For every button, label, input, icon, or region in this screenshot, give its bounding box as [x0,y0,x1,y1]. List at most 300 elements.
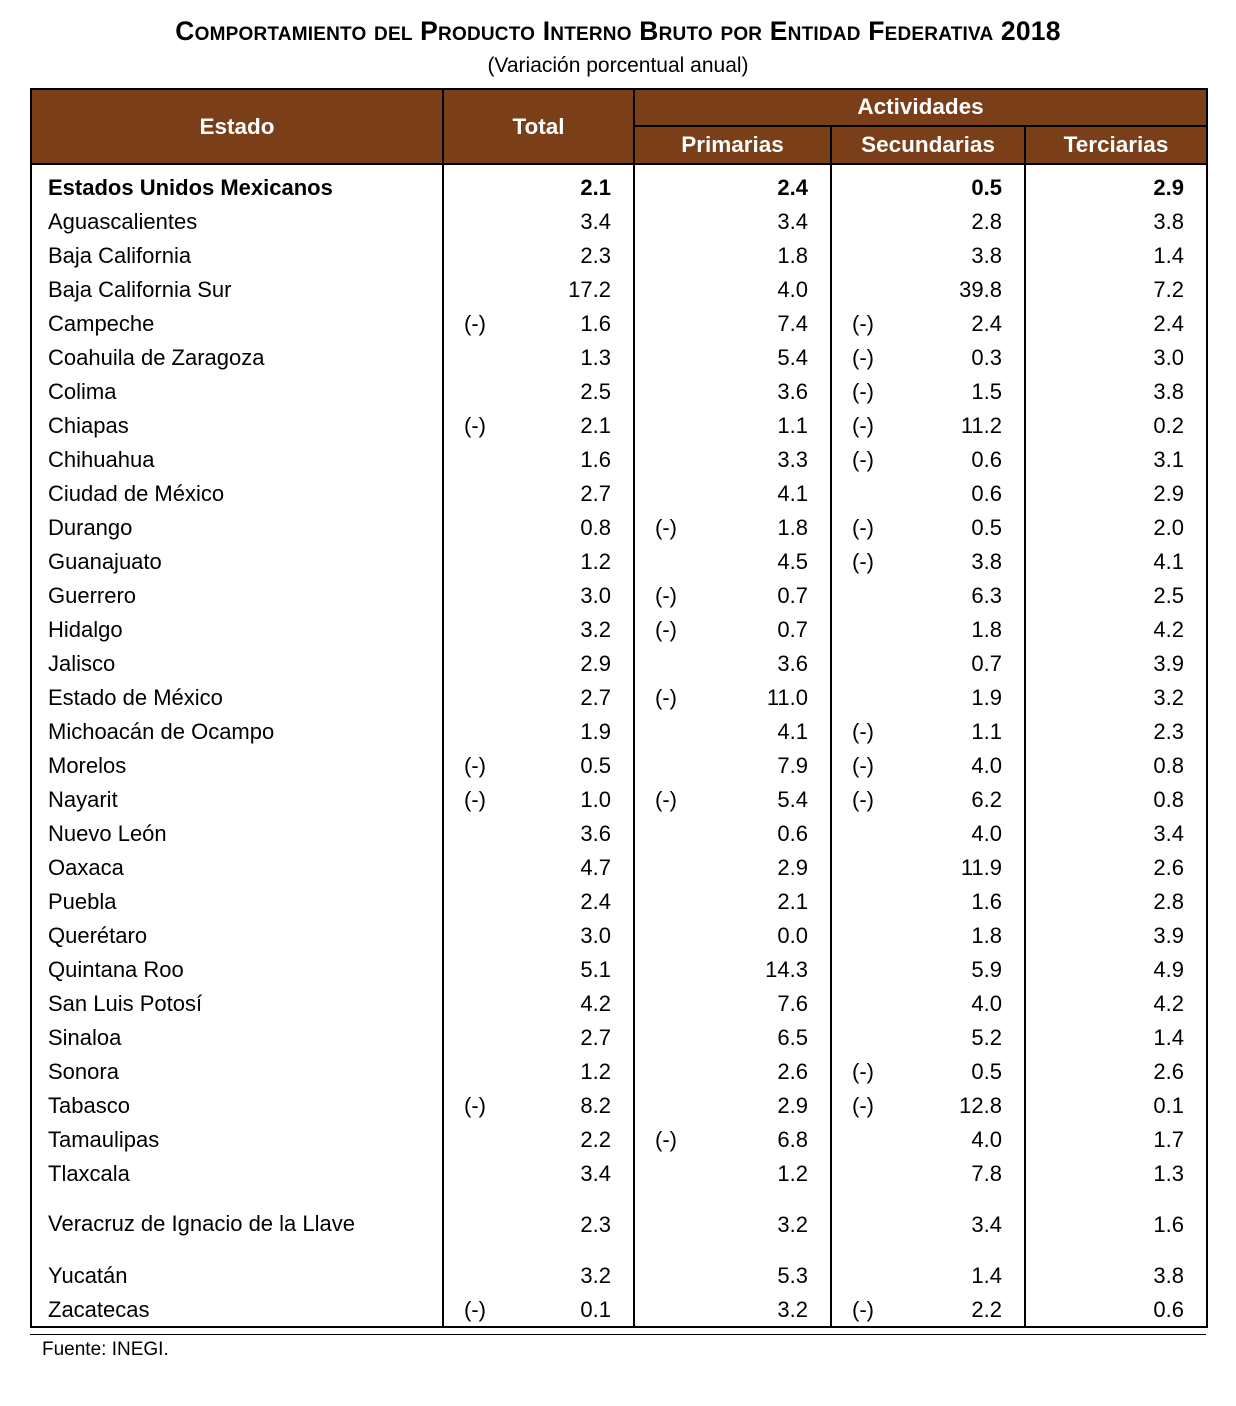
cell-primarias [634,1156,831,1190]
value: 4.0 [971,990,1002,1016]
table-row [31,442,1207,476]
value: 3.2 [777,1211,808,1237]
table-row [31,272,1207,306]
column-header-total: Total [443,89,634,164]
cell-estado: Quintana Roo [31,952,443,986]
table-row [31,164,1207,204]
negative-marker: (-) [852,1092,874,1118]
cell-total [443,442,634,476]
value: 3.8 [971,242,1002,268]
negative-marker: (-) [464,786,486,812]
cell-estado: Puebla [31,884,443,918]
table-row [31,748,1207,782]
cell-terciarias [1025,306,1207,340]
cell-estado: Jalisco [31,646,443,680]
cell-terciarias [1025,1292,1207,1327]
value: 1.6 [580,310,611,336]
cell-primarias [634,544,831,578]
cell-estado: Tlaxcala [31,1156,443,1190]
negative-marker: (-) [655,514,677,540]
cell-estado: Nayarit [31,782,443,816]
negative-marker: (-) [464,1092,486,1118]
cell-primarias [634,1258,831,1292]
cell-estado: Baja California Sur [31,272,443,306]
cell-terciarias [1025,544,1207,578]
negative-marker: (-) [655,616,677,642]
value: 2.9 [777,1092,808,1118]
cell-estado: Guerrero [31,578,443,612]
cell-secundarias [831,646,1025,680]
value: 7.4 [777,310,808,336]
value: 2.9 [580,650,611,676]
cell-total [443,884,634,918]
cell-estado: Aguascalientes [31,204,443,238]
cell-terciarias [1025,272,1207,306]
cell-secundarias [831,272,1025,306]
value: 11.0 [766,684,808,710]
cell-terciarias [1025,408,1207,442]
cell-total [443,612,634,646]
cell-total [443,204,634,238]
value: 2.5 [1153,582,1184,608]
cell-terciarias [1025,646,1207,680]
value: 0.3 [971,344,1002,370]
value: 2.8 [971,208,1002,234]
value: 17.2 [568,276,611,302]
cell-terciarias [1025,612,1207,646]
value: 3.0 [1153,344,1184,370]
cell-primarias [634,646,831,680]
negative-marker: (-) [852,752,874,778]
cell-total [443,850,634,884]
negative-marker: (-) [655,786,677,812]
value: 2.1 [777,888,808,914]
value: 2.4 [580,888,611,914]
cell-total [443,306,634,340]
value: 3.6 [580,820,611,846]
cell-primarias [634,1054,831,1088]
value: 0.7 [777,582,808,608]
cell-total [443,340,634,374]
value: 3.0 [580,582,611,608]
column-header-estado: Estado [31,89,443,164]
value: 0.5 [971,1058,1002,1084]
table-row [31,646,1207,680]
cell-secundarias [831,408,1025,442]
cell-secundarias [831,816,1025,850]
cell-terciarias [1025,1156,1207,1190]
value: 2.1 [580,412,611,438]
cell-primarias [634,510,831,544]
value: 4.0 [971,820,1002,846]
table-row [31,544,1207,578]
cell-primarias [634,306,831,340]
cell-terciarias [1025,238,1207,272]
cell-total [443,1122,634,1156]
negative-marker: (-) [464,752,486,778]
cell-estado: Durango [31,510,443,544]
cell-terciarias [1025,442,1207,476]
table-row [31,1190,1207,1258]
table-row [31,952,1207,986]
cell-secundarias [831,340,1025,374]
value: 7.2 [1153,276,1184,302]
cell-total [443,952,634,986]
cell-primarias [634,986,831,1020]
cell-secundarias [831,884,1025,918]
column-header-secundarias: Secundarias [831,126,1025,164]
value: 2.4 [1153,310,1184,336]
cell-terciarias [1025,1258,1207,1292]
value: 2.4 [777,174,808,200]
value: 3.8 [1153,378,1184,404]
table-row [31,578,1207,612]
cell-terciarias [1025,680,1207,714]
value: 1.6 [580,446,611,472]
cell-estado: Baja California [31,238,443,272]
page-title [138,14,1098,49]
value: 6.5 [777,1024,808,1050]
table-header-row-1 [31,89,1207,126]
cell-estado: Estado de México [31,680,443,714]
cell-total [443,164,634,204]
cell-estado: Oaxaca [31,850,443,884]
cell-terciarias [1025,748,1207,782]
cell-primarias [634,272,831,306]
value: 1.2 [580,548,611,574]
cell-estado: Guanajuato [31,544,443,578]
cell-total [443,238,634,272]
cell-secundarias [831,918,1025,952]
cell-estado: Colima [31,374,443,408]
cell-primarias [634,408,831,442]
value: 3.2 [580,1262,611,1288]
value: 4.7 [580,854,611,880]
value: 1.1 [777,412,808,438]
value: 1.4 [971,1262,1002,1288]
cell-total [443,714,634,748]
table-row [31,850,1207,884]
negative-marker: (-) [852,786,874,812]
cell-total [443,408,634,442]
value: 2.3 [580,1211,611,1237]
value: 2.3 [1153,718,1184,744]
value: 5.3 [777,1262,808,1288]
cell-secundarias [831,1258,1025,1292]
value: 11.2 [960,412,1002,438]
value: 1.3 [580,344,611,370]
table-row [31,884,1207,918]
value: 2.7 [580,684,611,710]
cell-primarias [634,714,831,748]
value: 0.6 [777,820,808,846]
value: 5.4 [777,786,808,812]
negative-marker: (-) [852,412,874,438]
table-row [31,476,1207,510]
value: 2.6 [1153,854,1184,880]
value: 3.4 [971,1211,1002,1237]
cell-estado: Coahuila de Zaragoza [31,340,443,374]
value: 4.5 [777,548,808,574]
table-row [31,1088,1207,1122]
cell-secundarias [831,612,1025,646]
value: 3.0 [580,922,611,948]
table-row [31,306,1207,340]
cell-secundarias [831,680,1025,714]
value: 3.8 [971,548,1002,574]
value: 0.1 [580,1296,611,1322]
value: 1.3 [1153,1160,1184,1186]
cell-secundarias [831,476,1025,510]
value: 5.1 [580,956,611,982]
value: 6.3 [971,582,1002,608]
cell-terciarias [1025,476,1207,510]
cell-secundarias [831,1122,1025,1156]
negative-marker: (-) [852,718,874,744]
negative-marker: (-) [464,1296,486,1322]
cell-terciarias [1025,374,1207,408]
cell-primarias [634,204,831,238]
cell-primarias [634,884,831,918]
cell-total [443,374,634,408]
value: 4.9 [1153,956,1184,982]
cell-terciarias [1025,884,1207,918]
cell-terciarias [1025,1020,1207,1054]
value: 0.0 [777,922,808,948]
cell-primarias [634,578,831,612]
cell-secundarias [831,714,1025,748]
cell-terciarias [1025,578,1207,612]
column-header-actividades: Actividades [634,89,1207,126]
cell-terciarias [1025,164,1207,204]
table-container [0,79,1236,1328]
value: 1.8 [971,616,1002,642]
negative-marker: (-) [852,344,874,370]
value: 12.8 [959,1092,1002,1118]
cell-terciarias [1025,1122,1207,1156]
value: 2.9 [1153,174,1184,200]
negative-marker: (-) [464,310,486,336]
table-row [31,1292,1207,1327]
cell-total [443,1190,634,1258]
value: 5.2 [971,1024,1002,1050]
value: 1.4 [1153,1024,1184,1050]
value: 4.1 [777,480,808,506]
table-row [31,510,1207,544]
cell-primarias [634,164,831,204]
column-header-terciarias: Terciarias [1025,126,1207,164]
table-row [31,408,1207,442]
value: 2.3 [580,242,611,268]
cell-total [443,918,634,952]
cell-total [443,510,634,544]
cell-total [443,748,634,782]
value: 3.2 [1153,684,1184,710]
table-row [31,918,1207,952]
cell-total [443,986,634,1020]
table-row [31,986,1207,1020]
cell-total [443,476,634,510]
value: 1.6 [1153,1211,1184,1237]
value: 7.9 [777,752,808,778]
cell-terciarias [1025,952,1207,986]
cell-estado: Querétaro [31,918,443,952]
value: 3.4 [777,208,808,234]
cell-primarias [634,476,831,510]
cell-secundarias [831,442,1025,476]
column-header-primarias: Primarias [634,126,831,164]
value: 2.2 [971,1296,1002,1322]
table-row [31,1054,1207,1088]
value: 4.1 [777,718,808,744]
cell-terciarias [1025,1088,1207,1122]
table-row [31,782,1207,816]
value: 2.6 [777,1058,808,1084]
value: 3.6 [777,650,808,676]
value: 2.9 [1153,480,1184,506]
value: 2.0 [1153,514,1184,540]
cell-primarias [634,680,831,714]
negative-marker: (-) [464,412,486,438]
value: 0.2 [1153,412,1184,438]
cell-primarias [634,1088,831,1122]
value: 4.1 [1153,548,1184,574]
cell-terciarias [1025,850,1207,884]
value: 1.2 [777,1160,808,1186]
value: 1.8 [777,242,808,268]
table-body [31,164,1207,1327]
value: 3.9 [1153,650,1184,676]
cell-estado: Tabasco [31,1088,443,1122]
cell-estado: Ciudad de México [31,476,443,510]
cell-secundarias [831,544,1025,578]
cell-secundarias [831,1156,1025,1190]
value: 39.8 [959,276,1002,302]
value: 1.5 [971,378,1002,404]
value: 0.7 [777,616,808,642]
negative-marker: (-) [655,582,677,608]
value: 1.4 [1153,242,1184,268]
value: 1.9 [580,718,611,744]
cell-estado: Sonora [31,1054,443,1088]
cell-estado: Campeche [31,306,443,340]
cell-primarias [634,238,831,272]
value: 0.8 [1153,786,1184,812]
cell-primarias [634,442,831,476]
value: 2.4 [971,310,1002,336]
value: 3.3 [777,446,808,472]
cell-secundarias [831,204,1025,238]
cell-total [443,1020,634,1054]
value: 0.5 [580,752,611,778]
cell-total [443,646,634,680]
value: 1.6 [971,888,1002,914]
title-block [0,0,1236,79]
table-row [31,1020,1207,1054]
value: 2.5 [580,378,611,404]
negative-marker: (-) [852,378,874,404]
cell-total [443,816,634,850]
table-row [31,612,1207,646]
value: 2.1 [580,174,611,200]
cell-terciarias [1025,918,1207,952]
table-row [31,238,1207,272]
cell-estado: San Luis Potosí [31,986,443,1020]
cell-terciarias [1025,204,1207,238]
value: 1.7 [1153,1126,1184,1152]
value: 2.7 [580,480,611,506]
cell-total [443,272,634,306]
source-block [0,1328,1236,1361]
value: 5.9 [971,956,1002,982]
table-row [31,1258,1207,1292]
cell-primarias [634,918,831,952]
cell-estado: Morelos [31,748,443,782]
value: 6.8 [777,1126,808,1152]
value: 3.8 [1153,208,1184,234]
value: 2.7 [580,1024,611,1050]
pib-data-table [30,88,1208,1328]
cell-terciarias [1025,782,1207,816]
cell-estado: Zacatecas [31,1292,443,1327]
page-title-line1: Comportamiento del Producto Interno Bruto por Entidad [175,16,861,46]
value: 0.8 [1153,752,1184,778]
cell-secundarias [831,578,1025,612]
cell-terciarias [1025,986,1207,1020]
negative-marker: (-) [655,684,677,710]
value: 1.8 [777,514,808,540]
value: 3.2 [580,616,611,642]
value: 2.9 [777,854,808,880]
value: 4.2 [1153,990,1184,1016]
cell-total [443,680,634,714]
cell-total [443,782,634,816]
value: 3.4 [580,208,611,234]
cell-primarias [634,1190,831,1258]
page-subtitle: (Variación porcentual anual) [487,54,749,78]
cell-estado: Veracruz de Ignacio de la Llave [31,1190,443,1258]
cell-secundarias [831,1088,1025,1122]
cell-estado: Sinaloa [31,1020,443,1054]
table-row [31,680,1207,714]
value: 7.6 [777,990,808,1016]
value: 0.7 [971,650,1002,676]
value: 3.4 [580,1160,611,1186]
cell-primarias [634,1020,831,1054]
table-row [31,1122,1207,1156]
value: 3.6 [777,378,808,404]
cell-primarias [634,952,831,986]
cell-secundarias [831,850,1025,884]
value: 4.0 [777,276,808,302]
value: 1.2 [580,1058,611,1084]
table-row [31,340,1207,374]
cell-secundarias [831,238,1025,272]
table-row [31,714,1207,748]
cell-secundarias [831,510,1025,544]
cell-total [443,1156,634,1190]
value: 1.9 [971,684,1002,710]
value: 11.9 [960,854,1002,880]
cell-total [443,1054,634,1088]
negative-marker: (-) [852,1058,874,1084]
value: 8.2 [580,1092,611,1118]
negative-marker: (-) [852,548,874,574]
value: 2.8 [1153,888,1184,914]
cell-secundarias [831,952,1025,986]
table-row [31,374,1207,408]
cell-estado: Chihuahua [31,442,443,476]
